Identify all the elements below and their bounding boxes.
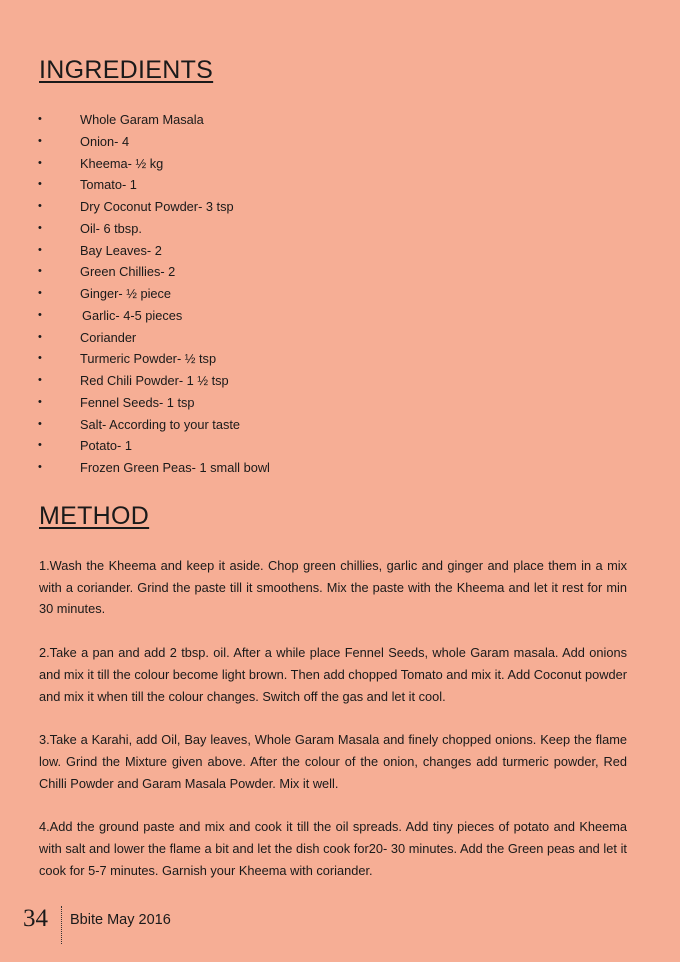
bullet-icon: • [38,461,42,473]
bullet-icon: • [38,417,42,430]
ingredient-text: Oil- 6 tbsp. [80,220,142,236]
ingredient-text: Potato- 1 [80,438,132,454]
bullet-icon: • [38,308,42,321]
ingredient-text: Whole Garam Masala [80,112,204,127]
bullet-icon: • [38,134,42,147]
bullet-icon: • [38,330,42,343]
ingredient-text: Fennel Seeds- 1 tsp [80,394,195,410]
method-section [39,555,627,903]
bullet-icon: • [38,221,42,234]
ingredient-text: Tomato- 1 [80,177,137,193]
ingredient-text: Kheema- ½ kg [80,155,164,171]
ingredients-heading: INGREDIENTS [39,56,214,84]
bullet-icon: • [38,352,42,365]
ingredient-text: Frozen Green Peas- 1 small bowl [80,460,270,475]
bullet-icon: • [38,243,42,256]
bullet-icon: • [38,395,42,408]
bullet-icon: • [38,374,42,386]
magazine-issue: Bbite May 2016 [70,912,171,928]
method-step: 4.Add the ground paste and mix and cook it till the oil spreads. Add tiny pieces of potato and Kheema with salt and lower the flame a bit and let the dish cook for20- 30 minutes. Add the Green peas and let it cook for 5-7 minutes. Garnish your Kheema with coriander. [39,819,627,878]
bullet-icon: • [38,156,42,169]
ingredient-text: Garlic- 4-5 pieces [82,307,183,323]
ingredient-text: Red Chili Powder- 1 ½ tsp [80,373,229,388]
ingredient-text: Onion- 4 [80,133,130,149]
ingredient-text: Ginger- ½ piece [80,286,172,301]
ingredient-text: Green Chillies- 2 [80,264,176,280]
ingredient-text: Coriander [80,329,137,345]
bullet-icon: • [38,113,42,125]
bullet-icon: • [38,265,42,278]
bullet-icon: • [38,439,42,452]
ingredient-text: Bay Leaves- 2 [80,242,162,258]
ingredient-text: Salt- According to your taste [80,416,241,432]
method-step: 1.Wash the Kheema and keep it aside. Chop green chillies, garlic and ginger and place them in a mix with a coriander. Grind the paste till it smoothens. Mix the paste with the Kheema and let it rest for min 30 minutes. [39,558,627,617]
method-step: 3.Take a Karahi, add Oil, Bay leaves, Whole Garam Masala and finely chopped onions. Keep the flame low. Grind the Mixture given above. After the colour of the onion, changes add turmeric powder, Red Chilli Powder and Garam Masala Powder. Mix it well. [39,732,627,791]
bullet-icon: • [38,178,42,191]
footer-divider [61,906,62,944]
bullet-icon: • [38,200,42,212]
ingredient-text: Turmeric Powder- ½ tsp [80,351,217,367]
method-step: 2.Take a pan and add 2 tbsp. oil. After a while place Fennel Seeds, whole Garam masala. Add onions and mix it till the colour become light brown. Then add chopped Tomato and mix it. Add Coconut powder and mix it when till the colour changes. Switch off the gas and let it cool. [39,645,627,704]
method-heading: METHOD [39,502,150,530]
ingredient-text: Dry Coconut Powder- 3 tsp [80,199,234,214]
bullet-icon: • [38,287,42,299]
page-number: 34 [23,905,48,932]
